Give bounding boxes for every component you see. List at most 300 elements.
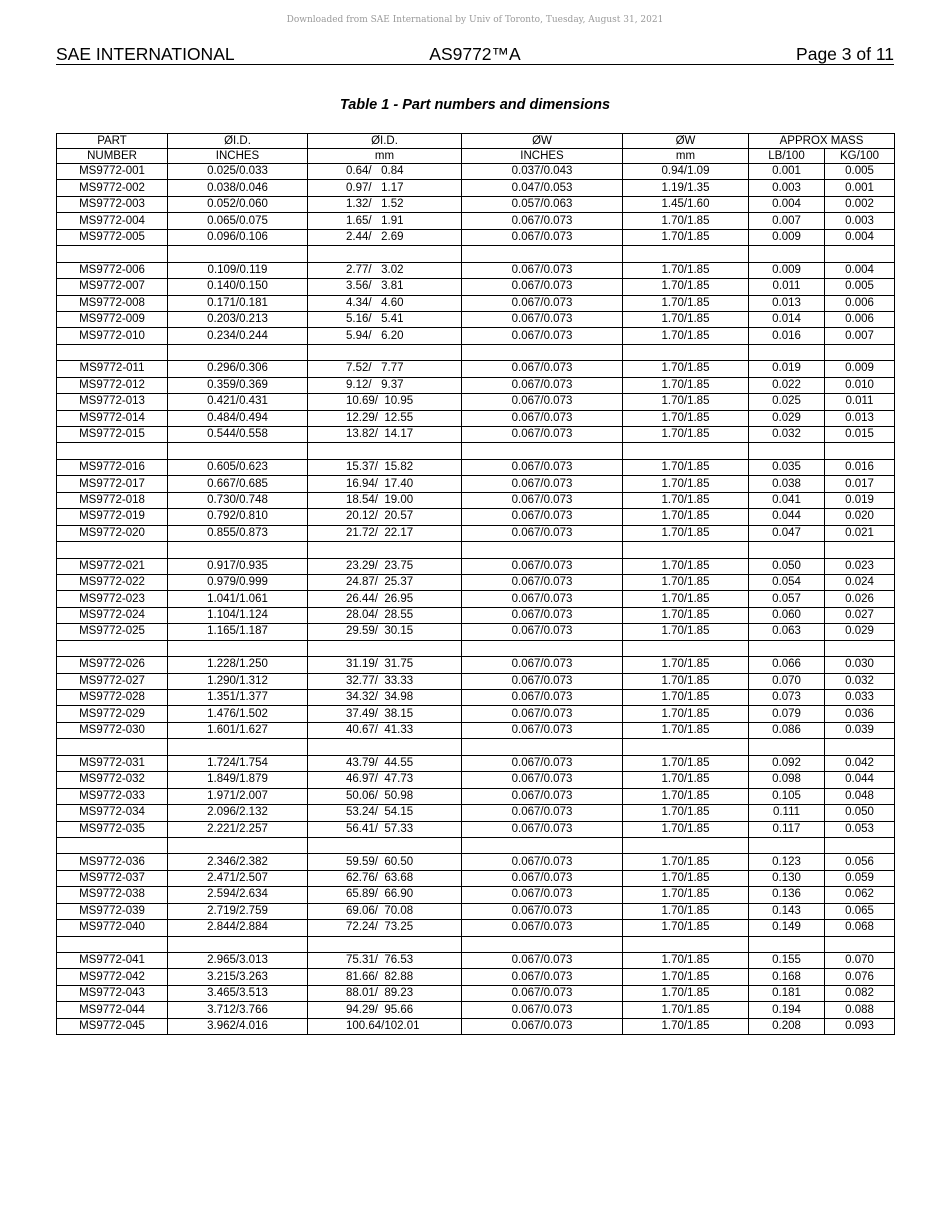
w-inches-cell: 0.067/0.073 [462, 295, 623, 311]
id-mm-cell: 34.32/ 34.98 [308, 690, 462, 706]
id-mm-cell: 100.64/102.01 [308, 1018, 462, 1034]
part-number-cell: MS9772-044 [57, 1002, 168, 1018]
mass-kg-cell: 0.059 [825, 870, 895, 886]
table-row [57, 854, 895, 870]
empty-cell [308, 739, 462, 755]
mass-lb-cell: 0.111 [749, 805, 825, 821]
w-mm-cell: 1.70/1.85 [623, 509, 749, 525]
table-row [57, 821, 895, 837]
empty-cell [462, 443, 623, 459]
w-inches-cell: 0.067/0.073 [462, 361, 623, 377]
mass-lb-cell: 0.047 [749, 525, 825, 541]
w-inches-cell: 0.067/0.073 [462, 657, 623, 673]
w-inches-cell: 0.067/0.073 [462, 706, 623, 722]
document-number: AS9772™A [429, 44, 521, 64]
empty-cell [825, 640, 895, 656]
w-mm-cell: 1.70/1.85 [623, 953, 749, 969]
table-row [57, 985, 895, 1001]
mass-lb-cell: 0.098 [749, 772, 825, 788]
w-mm-cell: 1.70/1.85 [623, 985, 749, 1001]
mass-lb-cell: 0.032 [749, 427, 825, 443]
table-row [57, 295, 895, 311]
mass-kg-cell: 0.005 [825, 279, 895, 295]
mass-lb-cell: 0.022 [749, 377, 825, 393]
part-number-cell: MS9772-024 [57, 607, 168, 623]
id-inches-cell: 0.855/0.873 [168, 525, 308, 541]
table-row [57, 492, 895, 508]
empty-cell [168, 837, 308, 853]
empty-cell [825, 246, 895, 262]
spacer-row [57, 936, 895, 952]
mass-lb-cell: 0.092 [749, 755, 825, 771]
empty-cell [57, 542, 168, 558]
part-number-cell: MS9772-043 [57, 985, 168, 1001]
table-row [57, 279, 895, 295]
w-inches-cell: 0.067/0.073 [462, 821, 623, 837]
mass-kg-cell: 0.006 [825, 295, 895, 311]
empty-cell [168, 542, 308, 558]
table-row [57, 690, 895, 706]
page-number: Page 3 of 11 [796, 44, 894, 64]
w-inches-cell: 0.067/0.073 [462, 1018, 623, 1034]
mass-kg-cell: 0.011 [825, 394, 895, 410]
part-number-cell: MS9772-030 [57, 722, 168, 738]
mass-kg-cell: 0.050 [825, 805, 895, 821]
w-inches-cell: 0.067/0.073 [462, 459, 623, 475]
mass-lb-cell: 0.001 [749, 164, 825, 180]
w-inches-cell: 0.067/0.073 [462, 673, 623, 689]
part-number-cell: MS9772-020 [57, 525, 168, 541]
col-header-w-inches: ØW [462, 134, 623, 149]
table-row [57, 607, 895, 623]
w-mm-cell: 1.70/1.85 [623, 361, 749, 377]
w-inches-cell: 0.047/0.053 [462, 180, 623, 196]
col-subheader-w-inches: INCHES [462, 149, 623, 164]
table-row [57, 196, 895, 212]
mass-lb-cell: 0.035 [749, 459, 825, 475]
col-subheader-number: NUMBER [57, 149, 168, 164]
id-mm-cell: 0.64/ 0.84 [308, 164, 462, 180]
mass-lb-cell: 0.007 [749, 213, 825, 229]
table-row [57, 476, 895, 492]
mass-kg-cell: 0.062 [825, 887, 895, 903]
table-row [57, 953, 895, 969]
part-dimensions-table [56, 133, 895, 1035]
spacer-row [57, 246, 895, 262]
id-mm-cell: 56.41/ 57.33 [308, 821, 462, 837]
empty-cell [825, 739, 895, 755]
w-inches-cell: 0.067/0.073 [462, 492, 623, 508]
w-mm-cell: 1.70/1.85 [623, 1002, 749, 1018]
w-mm-cell: 1.70/1.85 [623, 295, 749, 311]
mass-kg-cell: 0.013 [825, 410, 895, 426]
id-inches-cell: 0.038/0.046 [168, 180, 308, 196]
part-number-cell: MS9772-032 [57, 772, 168, 788]
empty-cell [825, 443, 895, 459]
w-inches-cell: 0.067/0.073 [462, 279, 623, 295]
w-inches-cell: 0.067/0.073 [462, 427, 623, 443]
mass-kg-cell: 0.093 [825, 1018, 895, 1034]
empty-cell [749, 542, 825, 558]
w-mm-cell: 1.70/1.85 [623, 870, 749, 886]
id-mm-cell: 59.59/ 60.50 [308, 854, 462, 870]
empty-cell [462, 344, 623, 360]
spacer-row [57, 344, 895, 360]
empty-cell [623, 344, 749, 360]
mass-lb-cell: 0.063 [749, 624, 825, 640]
w-inches-cell: 0.067/0.073 [462, 920, 623, 936]
id-inches-cell: 0.234/0.244 [168, 328, 308, 344]
w-inches-cell: 0.067/0.073 [462, 624, 623, 640]
id-mm-cell: 21.72/ 22.17 [308, 525, 462, 541]
id-inches-cell: 1.290/1.312 [168, 673, 308, 689]
id-inches-cell: 0.171/0.181 [168, 295, 308, 311]
table-row [57, 920, 895, 936]
mass-kg-cell: 0.019 [825, 492, 895, 508]
table-row [57, 788, 895, 804]
empty-cell [308, 542, 462, 558]
w-inches-cell: 0.067/0.073 [462, 805, 623, 821]
empty-cell [623, 640, 749, 656]
mass-lb-cell: 0.168 [749, 969, 825, 985]
w-mm-cell: 1.70/1.85 [623, 969, 749, 985]
mass-lb-cell: 0.194 [749, 1002, 825, 1018]
id-inches-cell: 1.351/1.377 [168, 690, 308, 706]
id-inches-cell: 0.025/0.033 [168, 164, 308, 180]
col-subheader-lb: LB/100 [749, 149, 825, 164]
mass-lb-cell: 0.013 [749, 295, 825, 311]
mass-kg-cell: 0.070 [825, 953, 895, 969]
id-mm-cell: 69.06/ 70.08 [308, 903, 462, 919]
mass-kg-cell: 0.005 [825, 164, 895, 180]
empty-cell [462, 542, 623, 558]
id-inches-cell: 2.594/2.634 [168, 887, 308, 903]
id-inches-cell: 2.471/2.507 [168, 870, 308, 886]
table-row [57, 377, 895, 393]
part-number-cell: MS9772-045 [57, 1018, 168, 1034]
part-number-cell: MS9772-035 [57, 821, 168, 837]
empty-cell [462, 936, 623, 952]
empty-cell [168, 344, 308, 360]
id-inches-cell: 1.476/1.502 [168, 706, 308, 722]
id-mm-cell: 9.12/ 9.37 [308, 377, 462, 393]
id-inches-cell: 0.096/0.106 [168, 229, 308, 245]
col-header-id-mm: ØI.D. [308, 134, 462, 149]
w-inches-cell: 0.067/0.073 [462, 854, 623, 870]
empty-cell [308, 246, 462, 262]
w-inches-cell: 0.067/0.073 [462, 377, 623, 393]
empty-cell [168, 640, 308, 656]
id-inches-cell: 3.712/3.766 [168, 1002, 308, 1018]
table-row [57, 361, 895, 377]
w-mm-cell: 1.70/1.85 [623, 657, 749, 673]
mass-lb-cell: 0.019 [749, 361, 825, 377]
w-mm-cell: 1.70/1.85 [623, 328, 749, 344]
mass-lb-cell: 0.038 [749, 476, 825, 492]
empty-cell [749, 246, 825, 262]
mass-kg-cell: 0.007 [825, 328, 895, 344]
part-number-cell: MS9772-034 [57, 805, 168, 821]
w-inches-cell: 0.067/0.073 [462, 690, 623, 706]
id-inches-cell: 0.421/0.431 [168, 394, 308, 410]
table-row [57, 180, 895, 196]
part-number-cell: MS9772-011 [57, 361, 168, 377]
w-inches-cell: 0.067/0.073 [462, 969, 623, 985]
table-row [57, 328, 895, 344]
w-mm-cell: 0.94/1.09 [623, 164, 749, 180]
table-body [57, 164, 895, 1035]
part-number-cell: MS9772-037 [57, 870, 168, 886]
empty-cell [57, 640, 168, 656]
w-inches-cell: 0.067/0.073 [462, 328, 623, 344]
part-number-cell: MS9772-010 [57, 328, 168, 344]
mass-lb-cell: 0.130 [749, 870, 825, 886]
w-inches-cell: 0.067/0.073 [462, 1002, 623, 1018]
id-mm-cell: 13.82/ 14.17 [308, 427, 462, 443]
part-number-cell: MS9772-006 [57, 262, 168, 278]
id-mm-cell: 16.94/ 17.40 [308, 476, 462, 492]
part-number-cell: MS9772-001 [57, 164, 168, 180]
mass-lb-cell: 0.143 [749, 903, 825, 919]
w-mm-cell: 1.19/1.35 [623, 180, 749, 196]
id-mm-cell: 5.16/ 5.41 [308, 311, 462, 327]
empty-cell [749, 837, 825, 853]
spacer-row [57, 739, 895, 755]
table-row [57, 525, 895, 541]
id-inches-cell: 2.096/2.132 [168, 805, 308, 821]
empty-cell [749, 443, 825, 459]
part-number-cell: MS9772-013 [57, 394, 168, 410]
table-row [57, 755, 895, 771]
w-mm-cell: 1.70/1.85 [623, 574, 749, 590]
mass-kg-cell: 0.065 [825, 903, 895, 919]
table-row [57, 164, 895, 180]
w-mm-cell: 1.70/1.85 [623, 624, 749, 640]
id-mm-cell: 75.31/ 76.53 [308, 953, 462, 969]
w-mm-cell: 1.70/1.85 [623, 722, 749, 738]
mass-kg-cell: 0.033 [825, 690, 895, 706]
w-inches-cell: 0.067/0.073 [462, 509, 623, 525]
empty-cell [308, 837, 462, 853]
col-header-w-mm: ØW [623, 134, 749, 149]
id-inches-cell: 0.730/0.748 [168, 492, 308, 508]
part-number-cell: MS9772-033 [57, 788, 168, 804]
table-row [57, 262, 895, 278]
w-mm-cell: 1.70/1.85 [623, 525, 749, 541]
id-inches-cell: 1.849/1.879 [168, 772, 308, 788]
w-mm-cell: 1.70/1.85 [623, 591, 749, 607]
w-mm-cell: 1.70/1.85 [623, 920, 749, 936]
w-mm-cell: 1.70/1.85 [623, 229, 749, 245]
col-subheader-inches: INCHES [168, 149, 308, 164]
id-mm-cell: 31.19/ 31.75 [308, 657, 462, 673]
mass-kg-cell: 0.002 [825, 196, 895, 212]
mass-lb-cell: 0.123 [749, 854, 825, 870]
mass-lb-cell: 0.086 [749, 722, 825, 738]
id-inches-cell: 0.140/0.150 [168, 279, 308, 295]
id-mm-cell: 28.04/ 28.55 [308, 607, 462, 623]
mass-kg-cell: 0.039 [825, 722, 895, 738]
id-inches-cell: 0.917/0.935 [168, 558, 308, 574]
empty-cell [462, 246, 623, 262]
w-inches-cell: 0.067/0.073 [462, 410, 623, 426]
mass-lb-cell: 0.066 [749, 657, 825, 673]
id-inches-cell: 0.979/0.999 [168, 574, 308, 590]
mass-lb-cell: 0.079 [749, 706, 825, 722]
part-number-cell: MS9772-007 [57, 279, 168, 295]
id-mm-cell: 20.12/ 20.57 [308, 509, 462, 525]
mass-kg-cell: 0.076 [825, 969, 895, 985]
id-mm-cell: 18.54/ 19.00 [308, 492, 462, 508]
w-inches-cell: 0.067/0.073 [462, 229, 623, 245]
w-inches-cell: 0.067/0.073 [462, 870, 623, 886]
empty-cell [623, 542, 749, 558]
part-number-cell: MS9772-017 [57, 476, 168, 492]
table-row [57, 410, 895, 426]
id-inches-cell: 0.065/0.075 [168, 213, 308, 229]
table-row [57, 574, 895, 590]
part-number-cell: MS9772-012 [57, 377, 168, 393]
mass-kg-cell: 0.082 [825, 985, 895, 1001]
part-number-cell: MS9772-014 [57, 410, 168, 426]
empty-cell [462, 837, 623, 853]
spacer-row [57, 640, 895, 656]
id-inches-cell: 2.719/2.759 [168, 903, 308, 919]
mass-kg-cell: 0.032 [825, 673, 895, 689]
id-mm-cell: 32.77/ 33.33 [308, 673, 462, 689]
id-inches-cell: 0.667/0.685 [168, 476, 308, 492]
id-mm-cell: 88.01/ 89.23 [308, 985, 462, 1001]
empty-cell [623, 246, 749, 262]
mass-lb-cell: 0.057 [749, 591, 825, 607]
col-header-part: PART [57, 134, 168, 149]
w-mm-cell: 1.70/1.85 [623, 772, 749, 788]
id-inches-cell: 1.228/1.250 [168, 657, 308, 673]
organization-name: SAE INTERNATIONAL [56, 44, 235, 64]
mass-lb-cell: 0.009 [749, 262, 825, 278]
mass-kg-cell: 0.056 [825, 854, 895, 870]
part-number-cell: MS9772-039 [57, 903, 168, 919]
part-number-cell: MS9772-028 [57, 690, 168, 706]
col-header-approx-mass: APPROX MASS [749, 134, 895, 149]
w-inches-cell: 0.067/0.073 [462, 985, 623, 1001]
mass-kg-cell: 0.030 [825, 657, 895, 673]
mass-kg-cell: 0.036 [825, 706, 895, 722]
id-mm-cell: 2.77/ 3.02 [308, 262, 462, 278]
table-row [57, 394, 895, 410]
w-inches-cell: 0.067/0.073 [462, 755, 623, 771]
mass-kg-cell: 0.048 [825, 788, 895, 804]
w-mm-cell: 1.70/1.85 [623, 410, 749, 426]
w-inches-cell: 0.067/0.073 [462, 394, 623, 410]
mass-lb-cell: 0.181 [749, 985, 825, 1001]
table-row [57, 427, 895, 443]
w-mm-cell: 1.70/1.85 [623, 706, 749, 722]
w-inches-cell: 0.057/0.063 [462, 196, 623, 212]
id-inches-cell: 0.052/0.060 [168, 196, 308, 212]
w-inches-cell: 0.067/0.073 [462, 607, 623, 623]
spacer-row [57, 443, 895, 459]
part-number-cell: MS9772-026 [57, 657, 168, 673]
w-mm-cell: 1.70/1.85 [623, 311, 749, 327]
table-row [57, 805, 895, 821]
table-row [57, 706, 895, 722]
w-mm-cell: 1.70/1.85 [623, 673, 749, 689]
id-inches-cell: 3.962/4.016 [168, 1018, 308, 1034]
w-inches-cell: 0.067/0.073 [462, 476, 623, 492]
mass-lb-cell: 0.044 [749, 509, 825, 525]
w-mm-cell: 1.70/1.85 [623, 213, 749, 229]
id-inches-cell: 0.484/0.494 [168, 410, 308, 426]
mass-lb-cell: 0.060 [749, 607, 825, 623]
empty-cell [57, 936, 168, 952]
w-mm-cell: 1.70/1.85 [623, 1018, 749, 1034]
empty-cell [57, 443, 168, 459]
part-number-cell: MS9772-018 [57, 492, 168, 508]
part-number-cell: MS9772-041 [57, 953, 168, 969]
part-number-cell: MS9772-004 [57, 213, 168, 229]
table-row [57, 591, 895, 607]
empty-cell [749, 640, 825, 656]
id-mm-cell: 1.65/ 1.91 [308, 213, 462, 229]
spacer-row [57, 837, 895, 853]
mass-kg-cell: 0.026 [825, 591, 895, 607]
id-mm-cell: 15.37/ 15.82 [308, 459, 462, 475]
mass-lb-cell: 0.136 [749, 887, 825, 903]
mass-lb-cell: 0.025 [749, 394, 825, 410]
mass-kg-cell: 0.021 [825, 525, 895, 541]
part-number-cell: MS9772-038 [57, 887, 168, 903]
w-mm-cell: 1.70/1.85 [623, 558, 749, 574]
col-subheader-mm: mm [308, 149, 462, 164]
header-row-2 [57, 149, 895, 164]
id-mm-cell: 10.69/ 10.95 [308, 394, 462, 410]
mass-kg-cell: 0.004 [825, 262, 895, 278]
table-row [57, 722, 895, 738]
mass-lb-cell: 0.011 [749, 279, 825, 295]
id-inches-cell: 0.359/0.369 [168, 377, 308, 393]
w-mm-cell: 1.70/1.85 [623, 279, 749, 295]
table-row [57, 213, 895, 229]
mass-lb-cell: 0.149 [749, 920, 825, 936]
table-row [57, 624, 895, 640]
w-mm-cell: 1.70/1.85 [623, 607, 749, 623]
id-mm-cell: 43.79/ 44.55 [308, 755, 462, 771]
w-mm-cell: 1.70/1.85 [623, 788, 749, 804]
mass-lb-cell: 0.117 [749, 821, 825, 837]
mass-kg-cell: 0.042 [825, 755, 895, 771]
id-inches-cell: 1.971/2.007 [168, 788, 308, 804]
empty-cell [462, 739, 623, 755]
w-mm-cell: 1.70/1.85 [623, 459, 749, 475]
empty-cell [308, 936, 462, 952]
id-inches-cell: 1.041/1.061 [168, 591, 308, 607]
empty-cell [168, 246, 308, 262]
id-mm-cell: 40.67/ 41.33 [308, 722, 462, 738]
id-mm-cell: 62.76/ 63.68 [308, 870, 462, 886]
id-mm-cell: 4.34/ 4.60 [308, 295, 462, 311]
mass-lb-cell: 0.155 [749, 953, 825, 969]
w-inches-cell: 0.067/0.073 [462, 574, 623, 590]
w-mm-cell: 1.70/1.85 [623, 492, 749, 508]
mass-lb-cell: 0.054 [749, 574, 825, 590]
table-row [57, 459, 895, 475]
mass-lb-cell: 0.009 [749, 229, 825, 245]
mass-kg-cell: 0.024 [825, 574, 895, 590]
empty-cell [749, 739, 825, 755]
mass-lb-cell: 0.070 [749, 673, 825, 689]
part-number-cell: MS9772-022 [57, 574, 168, 590]
